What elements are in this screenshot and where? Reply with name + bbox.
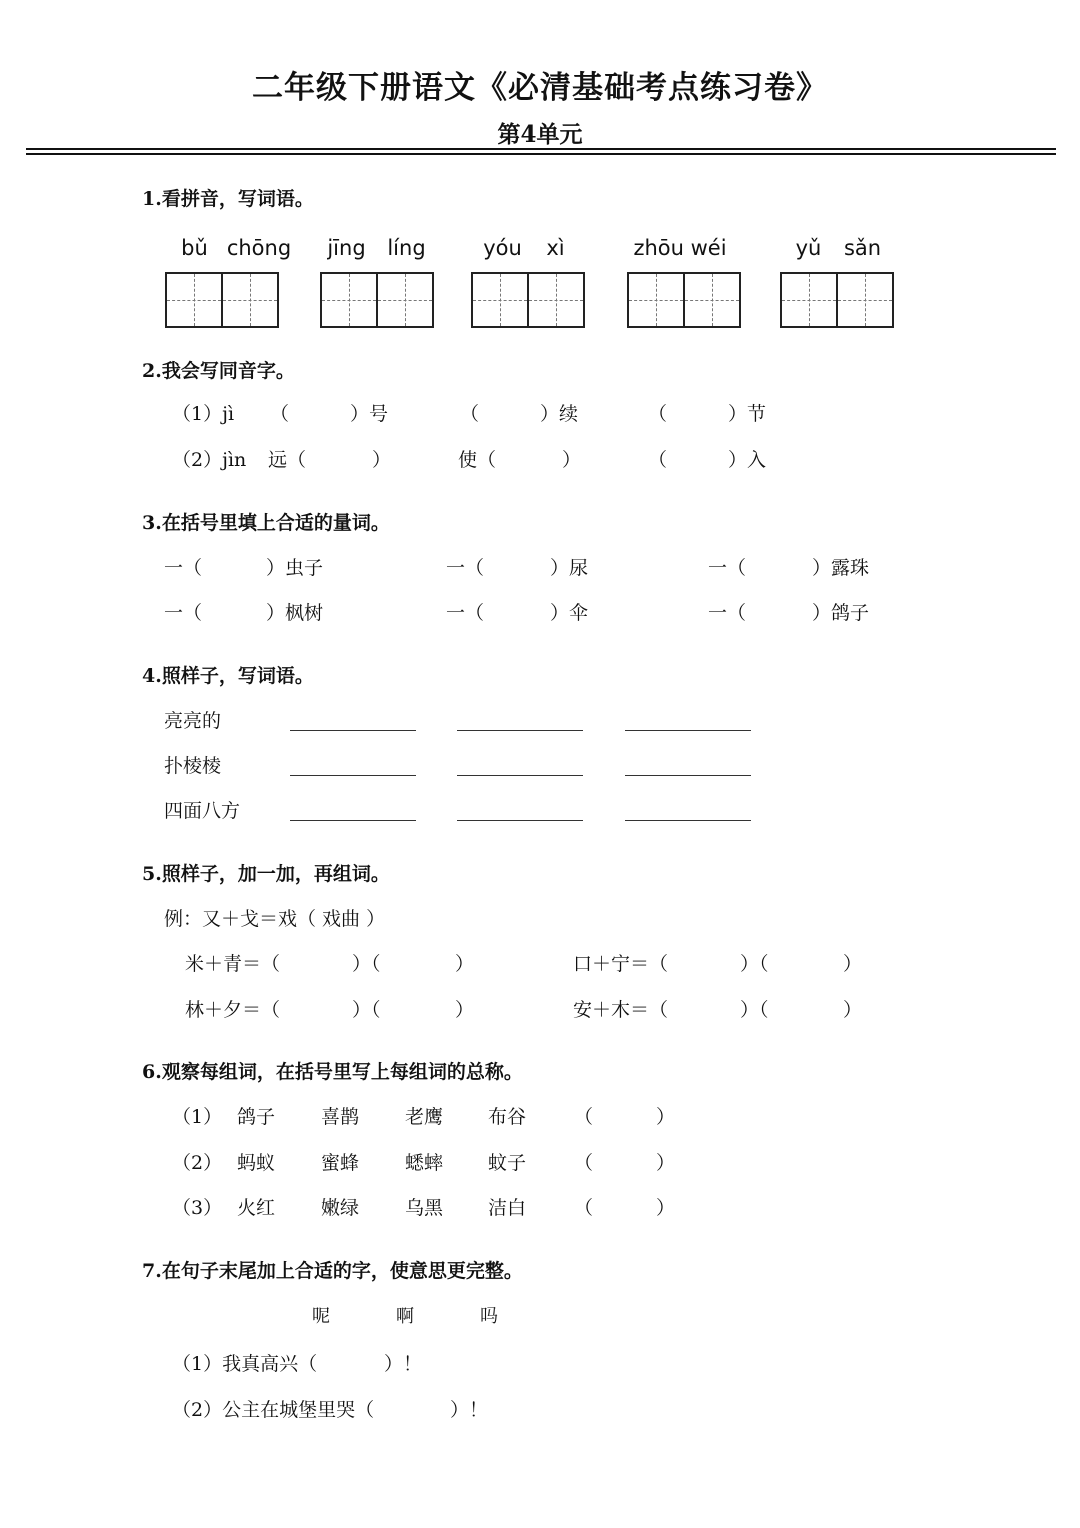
- sentence-2-end: ）！: [450, 1399, 489, 1421]
- group-word: 蚊子: [488, 1152, 527, 1174]
- page-subtitle: 第4单元: [497, 121, 583, 148]
- row-number: （3）: [172, 1197, 223, 1219]
- answer-line[interactable]: [290, 820, 416, 821]
- paren-pair: ）（: [740, 953, 769, 975]
- group-word: 鸽子: [237, 1106, 276, 1128]
- answer-line[interactable]: [625, 730, 751, 731]
- row-number: （2）: [172, 1152, 223, 1174]
- measure-prefix: 一（: [164, 602, 203, 624]
- paren-close: ）: [372, 449, 392, 471]
- q1-pinyin: yǔ: [795, 236, 822, 260]
- blank-suffix: ）号: [350, 403, 389, 425]
- sentence-1: （1）我真高兴（: [172, 1353, 318, 1375]
- paren-open: （: [648, 449, 668, 471]
- q1-pinyin: sǎn: [843, 236, 882, 260]
- paren-close: ）: [656, 1106, 676, 1128]
- group-word: 蟋蟀: [405, 1152, 444, 1174]
- measure-suffix: ）尿: [550, 557, 589, 579]
- example-word: 亮亮的: [164, 710, 222, 732]
- q1-pinyin: xì: [546, 236, 565, 260]
- paren-open: （: [574, 1197, 594, 1219]
- q1-pinyin: yóu: [483, 236, 522, 260]
- measure-prefix: 一（: [446, 557, 485, 579]
- row-number: （1）: [172, 1106, 223, 1128]
- paren-pair: ）（: [352, 999, 381, 1021]
- group-word: 老鹰: [405, 1106, 444, 1128]
- writing-grid[interactable]: [165, 272, 279, 328]
- answer-line[interactable]: [457, 775, 583, 776]
- q2-heading: 2.我会写同音字。: [142, 360, 295, 382]
- q2-label: （1）jì: [172, 403, 235, 425]
- answer-line[interactable]: [290, 730, 416, 731]
- measure-prefix: 一（: [708, 602, 747, 624]
- paren-close: ）: [455, 999, 475, 1021]
- header-rule-top: [26, 148, 1056, 150]
- q1-heading: 1.看拼音，写词语。: [142, 188, 314, 210]
- writing-grid[interactable]: [780, 272, 894, 328]
- word-paren: 远（: [268, 449, 307, 471]
- word-paren: 使（: [458, 449, 497, 471]
- paren-open: （: [574, 1106, 594, 1128]
- q5-example: 例：又＋戈＝戏（ 戏曲 ）: [164, 908, 386, 930]
- paren-close: ）: [656, 1152, 676, 1174]
- group-word: 蜜蜂: [321, 1152, 360, 1174]
- paren-close: ）: [455, 953, 475, 975]
- blank-suffix: ）节: [728, 403, 767, 425]
- writing-grid[interactable]: [471, 272, 585, 328]
- group-word: 布谷: [488, 1106, 527, 1128]
- choice-word: 呢: [312, 1306, 330, 1327]
- choice-word: 啊: [396, 1306, 414, 1327]
- sentence-1-end: ）！: [384, 1353, 423, 1375]
- paren-close: ）: [843, 999, 863, 1021]
- writing-grid[interactable]: [320, 272, 434, 328]
- q4-heading: 4.照样子，写词语。: [142, 665, 314, 687]
- paren-pair: ）（: [740, 999, 769, 1021]
- char-sum: 口＋宁＝（: [573, 953, 669, 975]
- paren-open: （: [460, 403, 480, 425]
- measure-suffix: ）鸽子: [812, 602, 870, 624]
- paren-close: ）: [843, 953, 863, 975]
- answer-line[interactable]: [290, 775, 416, 776]
- example-word: 扑棱棱: [164, 755, 222, 777]
- q1-pinyin: bǔ: [181, 236, 208, 260]
- q7-heading: 7.在句子末尾加上合适的字，使意思更完整。: [142, 1260, 523, 1282]
- page-title: 二年级下册语文《必清基础考点练习卷》: [252, 70, 828, 106]
- measure-prefix: 一（: [708, 557, 747, 579]
- blank-suffix: ）续: [540, 403, 579, 425]
- header-rule-bottom: [26, 153, 1056, 155]
- q6-heading: 6.观察每组词，在括号里写上每组词的总称。: [142, 1061, 523, 1083]
- measure-prefix: 一（: [446, 602, 485, 624]
- q2-label: （2）jìn: [172, 449, 247, 471]
- blank-suffix: ）入: [728, 449, 767, 471]
- answer-line[interactable]: [625, 820, 751, 821]
- paren-pair: ）（: [352, 953, 381, 975]
- paren-close: ）: [656, 1197, 676, 1219]
- group-word: 蚂蚁: [237, 1152, 276, 1174]
- measure-prefix: 一（: [164, 557, 203, 579]
- answer-line[interactable]: [457, 820, 583, 821]
- paren-open: （: [574, 1152, 594, 1174]
- measure-suffix: ）伞: [550, 602, 589, 624]
- group-word: 乌黑: [405, 1197, 444, 1219]
- group-word: 嫩绿: [321, 1197, 360, 1219]
- q1-pinyin: jīng: [327, 236, 366, 260]
- example-word: 四面八方: [164, 800, 241, 822]
- char-sum: 米＋青＝（: [185, 953, 281, 975]
- q1-pinyin: líng: [387, 236, 426, 260]
- group-word: 洁白: [488, 1197, 527, 1219]
- paren-close: ）: [562, 449, 582, 471]
- group-word: 火红: [237, 1197, 276, 1219]
- answer-line[interactable]: [457, 730, 583, 731]
- answer-line[interactable]: [625, 775, 751, 776]
- sentence-2: （2）公主在城堡里哭（: [172, 1399, 375, 1421]
- q1-pinyin: chōng: [226, 236, 292, 260]
- q3-heading: 3.在括号里填上合适的量词。: [142, 512, 390, 534]
- measure-suffix: ）露珠: [812, 557, 870, 579]
- char-sum: 安＋木＝（: [573, 999, 669, 1021]
- choice-word: 吗: [480, 1306, 498, 1327]
- char-sum: 林＋夕＝（: [185, 999, 281, 1021]
- paren-open: （: [648, 403, 668, 425]
- group-word: 喜鹊: [321, 1106, 360, 1128]
- writing-grid[interactable]: [627, 272, 741, 328]
- q1-pinyin: zhōu wéi: [633, 236, 727, 260]
- measure-suffix: ）虫子: [266, 557, 324, 579]
- q5-heading: 5.照样子，加一加，再组词。: [142, 863, 390, 885]
- measure-suffix: ）枫树: [266, 602, 324, 624]
- paren-open: （: [270, 403, 290, 425]
